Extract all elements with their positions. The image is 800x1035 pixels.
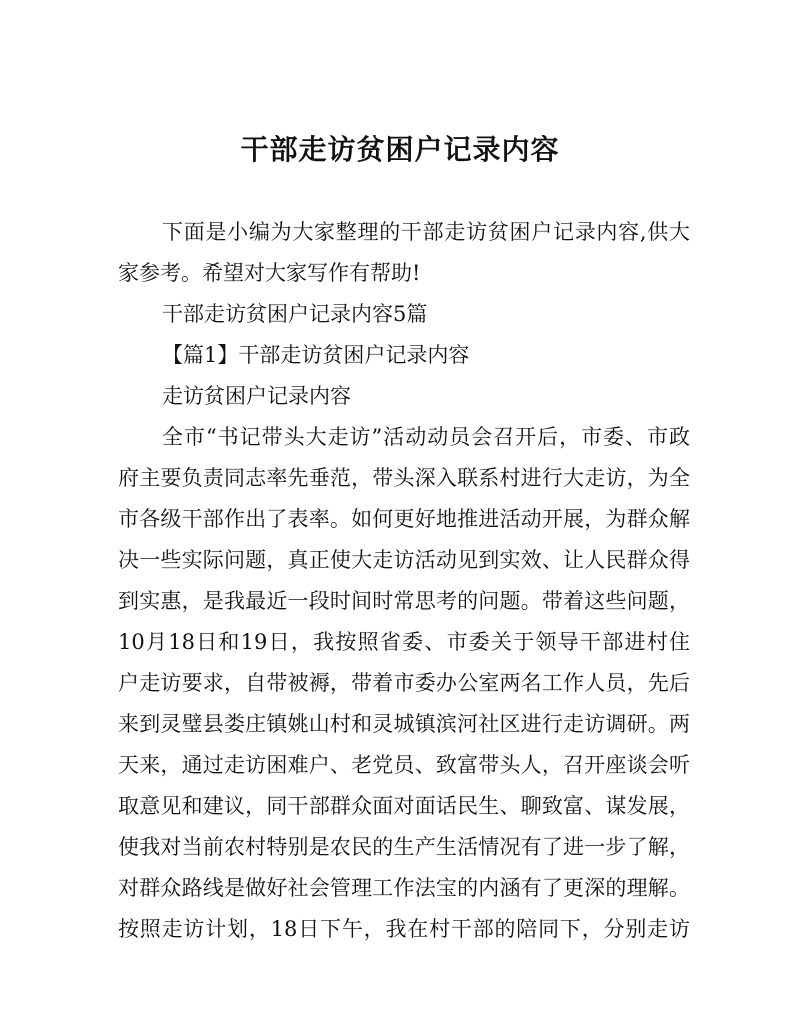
body-text-line: 走访贫困户记录内容 [162, 384, 351, 408]
body-text-line: 使我对当前农村特别是农民的生产生活情况有了进一步了解， [118, 835, 690, 859]
body-text-line: 取意见和建议，同干部群众面对面话民生、聊致富、谋发展， [118, 794, 690, 818]
body-text-line: 天来，通过走访困难户、老党员、致富带头人，召开座谈会听 [118, 753, 690, 777]
body-text-line: 下面是小编为大家整理的干部走访贫困户记录内容,供大 [162, 220, 690, 244]
body-text-line: 干部走访贫困户记录内容5篇 [162, 302, 428, 326]
body-text-line: 对群众路线是做好社会管理工作法宝的内涵有了更深的理解。 [118, 876, 690, 900]
body-text-line: 决一些实际问题，真正使大走访活动见到实效、让人民群众得 [118, 548, 690, 572]
document-body [118, 212, 690, 950]
body-text-line: 按照走访计划，18日下午，我在村干部的陪同下，分别走访 [118, 917, 690, 941]
body-text-line: 10月18日和19日，我按照省委、市委关于领导干部进村住 [118, 630, 690, 654]
body-text-line: 家参考。希望对大家写作有帮助! [118, 261, 421, 285]
document-title: 干部走访贫困户记录内容 [240, 133, 560, 166]
body-text-line: 来到灵璧县娄庄镇姚山村和灵城镇滨河社区进行走访调研。两 [118, 712, 690, 736]
body-text-line: 府主要负责同志率先垂范，带头深入联系村进行大走访，为全 [118, 466, 690, 490]
body-text-line: 【篇1】干部走访贫困户记录内容 [162, 343, 470, 367]
body-text-line: 户走访要求，自带被褥，带着市委办公室两名工作人员，先后 [118, 671, 690, 695]
body-text-line: 全市“书记带头大走访”活动动员会召开后，市委、市政 [162, 425, 690, 449]
body-text-line: 到实惠，是我最近一段时间时常思考的问题。带着这些问题， [118, 589, 690, 613]
body-text-line: 市各级干部作出了表率。如何更好地推进活动开展，为群众解 [118, 507, 690, 531]
